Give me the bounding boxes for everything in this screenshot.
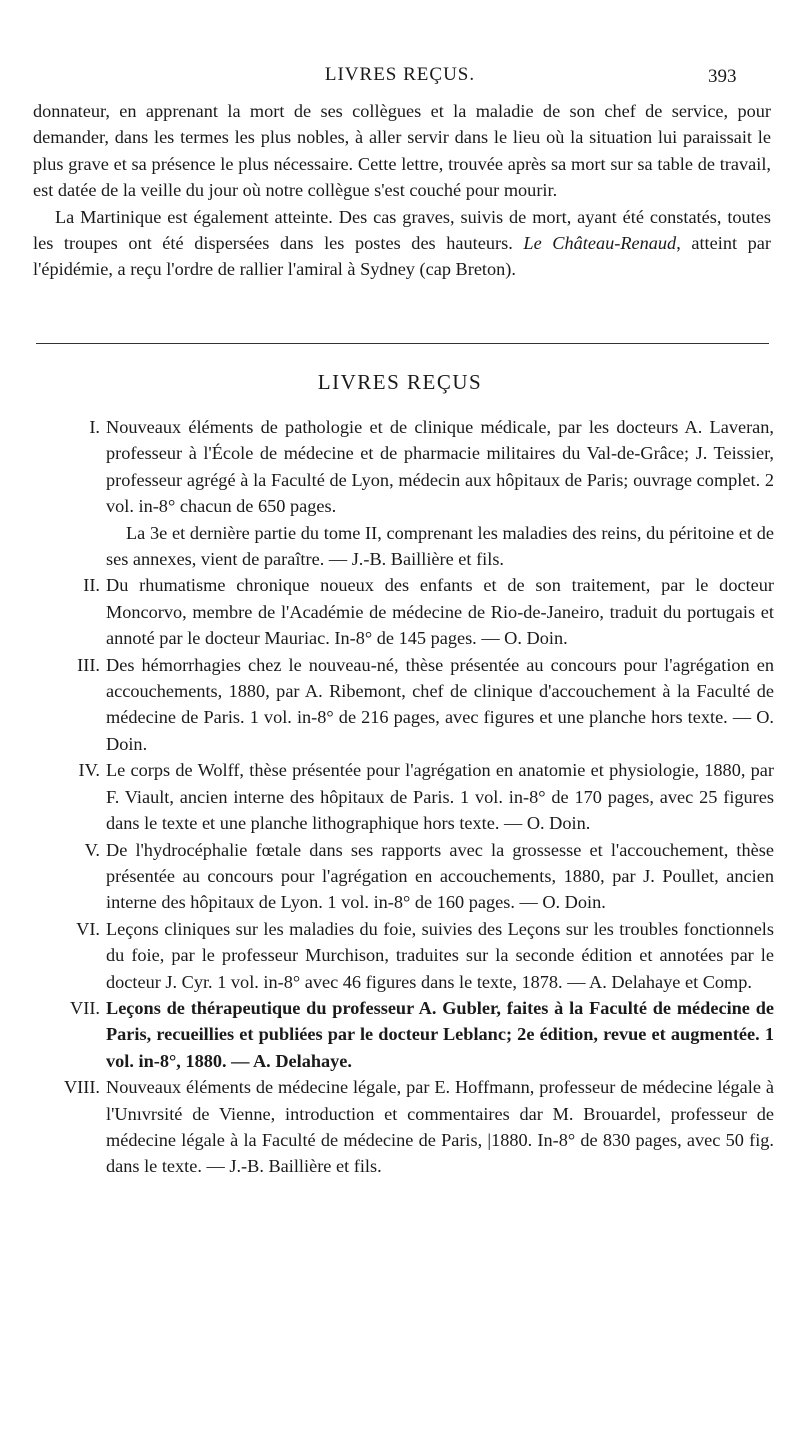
entry-number: I. [89,417,100,437]
entry-text: Nouveaux éléments de médecine légale, par E. Hoffmann, professeur de médecine légale à l'Unıvrsité de Vienne, introduction et commentaires dar M. Brouardel, professeur de médecine légale à la Faculté de médecine de Paris, |1880. In-8° de 830 pages, avec 50 fig. dans le texte. — J.-B. Baillière et fils. [106,1077,774,1177]
entry-text: Nouveaux éléments de pathologie et de clinique médicale, par les docteurs A. Laveran, professeur à l'École de médecine et de pharmacie militaires du Val-de-Grâce; J. Teissier, professeur agrégé à la Faculté de Lyon, médecin aux hôpitaux de Paris; ouvrage complet. 2 vol. in-8° chacun de 650 pages. [106,417,774,517]
book-entry-8 [30,1074,774,1180]
entry-number: IV. [78,760,100,781]
section-title: LIVRES REÇUS [317,370,483,394]
book-entry-4 [30,757,774,836]
entry-text: Du rhumatisme chronique noueux des enfants et de son traitement, par le docteur Moncorvo, membre de l'Académie de médecine de Rio-de-Janeiro, traduit du portugais et annoté par le docteur Mauriac. In-8° de 145 pages. — O. Doin. [106,575,774,649]
page-number: 393 [708,66,737,87]
entry-number: II. [83,575,100,596]
entry-text: Le corps de Wolff, thèse présentée pour l'agrégation en anatomie et physiologie, 1880, par F. Viault, ancien interne des hôpitaux de Paris. 1 vol. in-8° de 170 pages, avec 25 figures dans le texte et une planche lithographique hors texte. — O. Doin. [106,760,774,834]
section-divider [36,343,769,344]
entry-text: Leçons de thérapeutique du professeur A. Gubler, faites à la Faculté de médecine de Paris, recueillies et publiées par le docteur Leblanc; 2e édition, revue et augmentée. 1 vol. in-8°, 1880. — A. Delahaye. [106,997,774,1071]
intro-paragraph-2 [33,204,771,283]
book-entry-3 [30,652,774,758]
intro-paragraph-2-start: La Martinique est également atteinte. Des cas graves, suivis de mort, ayant été constatés, toutes les troupes ont été dispersées dans les postes des hauteurs. [33,206,771,254]
entry-number: VIII. [63,1077,100,1098]
entry-note: La 3e et dernière partie du tome II, comprenant les maladies des reins, du péritoine et de ses annexes, vient de paraître. — J.-B. Baillière et fils. [106,522,774,570]
running-title: LIVRES REÇUS. [324,64,476,85]
book-list [30,414,774,1180]
book-entry-1 [30,414,774,572]
intro-paragraph-2-end: , atteint par l'épidémie, a reçu l'ordre de rallier l'amiral à Sydney (cap Breton). [33,233,772,280]
ship-name: Le Château-Renaud [523,233,677,254]
entry-text: Leçons cliniques sur les maladies du foie, suivies des Leçons sur les troubles fonctionnels du foie, par le professeur Murchison, traduites sur la seconde édition et annotées par le docteur J. Cyr. 1 vol. in-8° avec 46 figures dans le texte, 1878. — A. Delahaye et Comp. [106,918,774,992]
entry-number: V. [84,839,100,860]
book-entry-6 [30,916,774,995]
entry-text: Des hémorrhagies chez le nouveau-né, thèse présentée au concours pour l'agrégation en accouchements, 1880, par A. Ribemont, chef de clinique d'accouchement à la Faculté de médecine de Paris. 1 vol. in-8° de 216 pages, avec figures et une planche hors texte. — O. Doin. [106,654,774,754]
intro-text [33,98,771,283]
entry-number: VI. [76,918,100,939]
entry-number: VII. [70,997,100,1018]
book-entry-2 [30,572,774,651]
entry-number: III. [77,654,100,675]
book-entry-7 [30,995,774,1074]
intro-paragraph-1: donnateur, en apprenant la mort de ses collègues et la maladie de son chef de service, pour demander, dans les termes les plus nobles, à aller servir dans le lieu où la situation lui paraissait le plus grave et sa présence le plus nécessaire. Cette lettre, trouvée après sa mort sur sa table de travail, est datée de la veille du jour où notre collègue s'est couché pour mourir. [33,101,771,201]
entry-text: De l'hydrocéphalie fœtale dans ses rapports avec la grossesse et l'accouchement, thèse présentée au concours pour l'agrégation en accouchements, 1880, par J. Poullet, ancien interne des hôpitaux de Lyon. 1 vol. in-8° de 160 pages. — O. Doin. [106,839,774,913]
book-entry-5 [30,837,774,916]
